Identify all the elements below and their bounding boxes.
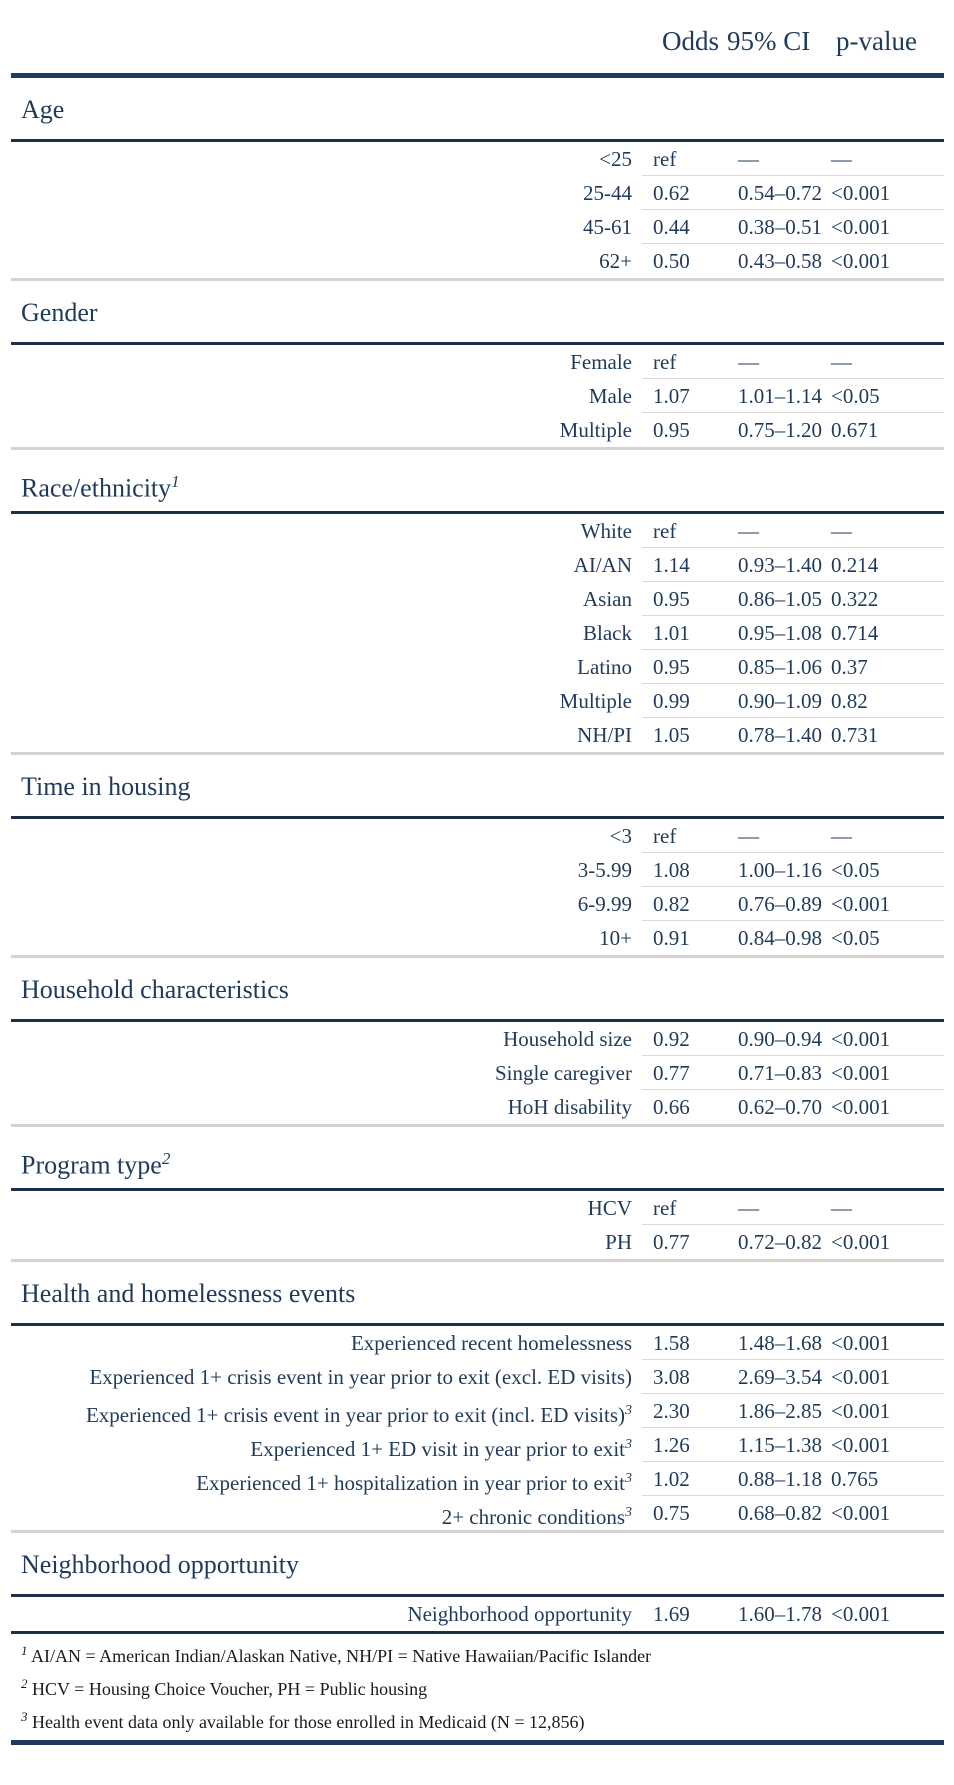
table-row (11, 887, 944, 921)
footnote-marker: 3 (625, 1437, 632, 1452)
row-label-text: <25 (599, 147, 632, 171)
ci-cell: 1.00–1.16 (722, 853, 827, 887)
odds-cell: 0.95 (642, 582, 722, 616)
ci-cell: — (722, 1191, 827, 1225)
row-label (11, 1191, 642, 1225)
pvalue-cell: — (827, 345, 944, 379)
ci-cell: 0.88–1.18 (722, 1462, 827, 1496)
ci-cell: — (722, 345, 827, 379)
ci-cell: — (722, 142, 827, 176)
table-row (11, 1225, 944, 1259)
ci-cell: 0.62–0.70 (738, 1095, 822, 1119)
row-label-text: Multiple (559, 689, 632, 713)
ci-cell: 0.85–1.06 (722, 650, 827, 684)
row-label (11, 1597, 642, 1631)
row-label (11, 616, 642, 650)
row-label (11, 1090, 642, 1124)
ci-cell: 0.76–0.89 (722, 887, 827, 921)
section-rows (11, 1326, 944, 1533)
row-label-text: Single caregiver (494, 1061, 632, 1085)
odds-cell: ref (642, 345, 722, 379)
row-label (11, 1056, 642, 1090)
row-label-text: HoH disability (507, 1095, 632, 1119)
pvalue-cell: 0.765 (827, 1462, 944, 1496)
ci-cell: 2.69–3.54 (722, 1360, 827, 1394)
table-row (11, 379, 944, 413)
section-rows (11, 1191, 944, 1262)
ci-cell: 0.72–0.82 (738, 1230, 822, 1254)
section-title (11, 958, 944, 1022)
footnote-line (21, 1637, 944, 1670)
odds-cell: 1.07 (642, 379, 722, 413)
row-label-text: PH (605, 1230, 632, 1254)
odds-cell: ref (642, 514, 722, 548)
row-label-text: Multiple (559, 418, 632, 442)
row-label-text: Black (583, 621, 632, 645)
section-title-text: Program type (21, 1150, 162, 1180)
section-title-text: Gender (21, 298, 98, 327)
row-label (11, 921, 642, 955)
table-row (11, 514, 944, 548)
odds-cell: 0.77 (653, 1230, 690, 1254)
table-row (11, 210, 944, 244)
footnote-text: Health event data only available for those enrolled in Medicaid (N = 12,856) (32, 1712, 585, 1732)
odds-cell: 1.05 (653, 723, 690, 747)
ci-cell: 0.95–1.08 (722, 616, 827, 650)
ci-cell: 0.38–0.51 (722, 210, 827, 244)
row-label-text: Experienced 1+ crisis event in year prior to exit (excl. ED visits) (89, 1365, 632, 1389)
table-section (11, 755, 944, 958)
table-section (11, 1127, 944, 1262)
footnote-marker: 1 (171, 472, 180, 491)
row-label (11, 1225, 642, 1259)
row-label (11, 684, 642, 718)
section-title-text: Neighborhood opportunity (21, 1550, 300, 1579)
row-label (11, 1394, 642, 1428)
table-row (11, 1394, 944, 1428)
pvalue-cell: <0.001 (827, 1056, 944, 1090)
row-label (11, 413, 642, 447)
ci-cell: 0.90–0.94 (722, 1022, 827, 1056)
pvalue-cell: 0.214 (827, 548, 944, 582)
ci-cell: 0.84–0.98 (738, 926, 822, 950)
odds-column-header: Odds (662, 26, 720, 56)
section-title-text: Time in housing (21, 772, 191, 801)
row-label-text: <3 (609, 824, 632, 848)
pvalue-cell: <0.001 (831, 1602, 891, 1626)
row-label (11, 887, 642, 921)
row-label (11, 548, 642, 582)
table-section (11, 1533, 944, 1631)
table-row (11, 1360, 944, 1394)
odds-cell: 1.69 (653, 1602, 690, 1626)
odds-cell: 0.77 (642, 1056, 722, 1090)
section-title-text: Race/ethnicity (21, 473, 172, 503)
pvalue-cell: — (827, 142, 944, 176)
row-label-text: Female (570, 350, 632, 374)
footnote-line (21, 1703, 944, 1736)
row-label-text: Experienced recent homelessness (350, 1331, 632, 1355)
table-row (11, 1056, 944, 1090)
row-label (11, 142, 642, 176)
section-rows (11, 819, 944, 958)
odds-cell: 0.75 (653, 1501, 690, 1525)
row-label-text: Latino (577, 655, 632, 679)
row-label-text: 2+ chronic conditions (441, 1505, 625, 1529)
ci-cell: 1.60–1.78 (738, 1602, 822, 1626)
regression-table (11, 0, 944, 1745)
odds-cell: 0.44 (642, 210, 722, 244)
table-section (11, 1262, 944, 1533)
row-label (11, 1428, 642, 1462)
odds-cell: ref (642, 142, 722, 176)
row-label-text: Experienced 1+ crisis event in year prior to exit (incl. ED visits) (85, 1403, 625, 1427)
pvalue-cell: <0.001 (827, 887, 944, 921)
pvalue-cell: <0.001 (831, 249, 891, 273)
row-label-text: 62+ (599, 249, 632, 273)
odds-cell: 0.66 (653, 1095, 690, 1119)
ci-cell: 1.86–2.85 (722, 1394, 827, 1428)
table-row (11, 345, 944, 379)
row-label (11, 819, 642, 853)
row-label-text: Neighborhood opportunity (407, 1602, 632, 1626)
footnote-text: HCV = Housing Choice Voucher, PH = Public housing (32, 1679, 428, 1699)
odds-cell: 0.91 (653, 926, 690, 950)
footnote-marker: 3 (21, 1709, 28, 1724)
odds-cell: 0.99 (642, 684, 722, 718)
row-label (11, 1360, 642, 1394)
section-title (11, 755, 944, 819)
row-label-text: HCV (587, 1196, 632, 1220)
odds-cell: 0.95 (653, 418, 690, 442)
odds-cell: ref (642, 1191, 722, 1225)
section-title-text: Age (21, 95, 65, 124)
row-label (11, 1462, 642, 1496)
odds-cell: 1.58 (642, 1326, 722, 1360)
row-label-text: AI/AN (573, 553, 632, 577)
row-label (11, 345, 642, 379)
ci-cell: 0.90–1.09 (722, 684, 827, 718)
row-label (11, 244, 642, 278)
row-label (11, 1326, 642, 1360)
footnote-line (21, 1670, 944, 1703)
section-title (11, 450, 944, 514)
ci-cell: 0.71–0.83 (722, 1056, 827, 1090)
table-row (11, 1326, 944, 1360)
pvalue-cell: <0.001 (827, 210, 944, 244)
section-title-text: Health and homelessness events (21, 1279, 356, 1308)
table-row (11, 1428, 944, 1462)
table-row (11, 684, 944, 718)
table-row (11, 853, 944, 887)
pvalue-cell: <0.05 (827, 379, 944, 413)
table-section (11, 78, 944, 281)
pvalue-cell: <0.001 (827, 1428, 944, 1462)
pvalue-cell: <0.001 (831, 1501, 891, 1525)
table-row (11, 413, 944, 447)
table-row (11, 1462, 944, 1496)
column-header-row (11, 0, 944, 78)
table-row (11, 142, 944, 176)
row-label-text: White (580, 519, 632, 543)
pvalue-cell: <0.001 (827, 1326, 944, 1360)
footnote-marker: 2 (161, 1149, 171, 1168)
pvalue-cell: <0.05 (827, 853, 944, 887)
section-rows (11, 1022, 944, 1127)
ci-cell: 0.68–0.82 (738, 1501, 822, 1525)
pvalue-cell: <0.001 (827, 176, 944, 210)
section-title (11, 78, 944, 142)
table-row (11, 1191, 944, 1225)
footnote-marker: 1 (21, 1643, 28, 1658)
odds-cell: 2.30 (642, 1394, 722, 1428)
odds-cell: 0.62 (642, 176, 722, 210)
table-section (11, 450, 944, 755)
table-row (11, 176, 944, 210)
row-label (11, 718, 642, 752)
table-section (11, 281, 944, 450)
odds-cell: 0.50 (653, 249, 690, 273)
odds-cell: 0.92 (642, 1022, 722, 1056)
pvalue-cell: — (827, 1191, 944, 1225)
section-rows (11, 1597, 944, 1631)
ci-column-header: 95% CI (727, 26, 811, 56)
table-section (11, 958, 944, 1127)
odds-cell: 1.02 (642, 1462, 722, 1496)
odds-cell: 1.14 (642, 548, 722, 582)
table-row (11, 1022, 944, 1056)
ci-cell: 0.78–1.40 (738, 723, 822, 747)
row-label (11, 582, 642, 616)
table-row (11, 819, 944, 853)
pvalue-cell: <0.001 (831, 1230, 891, 1254)
row-label (11, 1022, 642, 1056)
odds-cell: 1.08 (642, 853, 722, 887)
row-label-text: 3-5.99 (577, 858, 632, 882)
row-label (11, 853, 642, 887)
section-title (11, 1533, 944, 1597)
row-label-text: NH/PI (577, 723, 632, 747)
pvalue-cell: <0.001 (827, 1022, 944, 1056)
section-title (11, 281, 944, 345)
section-rows (11, 142, 944, 281)
pvalue-cell: 0.37 (827, 650, 944, 684)
row-label (11, 379, 642, 413)
ci-cell: 0.54–0.72 (722, 176, 827, 210)
row-label-text: Experienced 1+ ED visit in year prior to exit (250, 1437, 625, 1461)
table-row (11, 1090, 944, 1124)
odds-cell: 3.08 (642, 1360, 722, 1394)
pvalue-cell: <0.001 (831, 1095, 891, 1119)
section-rows (11, 514, 944, 755)
row-label-text: 10+ (599, 926, 632, 950)
odds-cell: 1.01 (642, 616, 722, 650)
row-label (11, 514, 642, 548)
section-rows (11, 345, 944, 450)
pvalue-cell: 0.731 (831, 723, 879, 747)
ci-cell: 0.75–1.20 (738, 418, 822, 442)
footnote-marker: 3 (625, 1403, 632, 1418)
section-title-text: Household characteristics (21, 975, 289, 1004)
ci-cell: — (722, 819, 827, 853)
table-row (11, 616, 944, 650)
row-label-text: 6-9.99 (577, 892, 632, 916)
footnotes (11, 1631, 944, 1745)
footnote-marker: 3 (625, 1505, 632, 1520)
table-row (11, 582, 944, 616)
footnote-marker: 3 (625, 1471, 632, 1486)
row-label-text: Male (588, 384, 632, 408)
pvalue-cell: — (827, 819, 944, 853)
footnote-text: AI/AN = American Indian/Alaskan Native, NH/PI = Native Hawaiian/Pacific Islander (31, 1646, 652, 1666)
ci-cell: — (722, 514, 827, 548)
pvalue-cell: 0.714 (827, 616, 944, 650)
section-title (11, 1127, 944, 1191)
row-label (11, 1496, 642, 1530)
pvalue-cell: <0.001 (827, 1394, 944, 1428)
odds-cell: 1.26 (642, 1428, 722, 1462)
row-label (11, 650, 642, 684)
pvalue-cell: <0.05 (831, 926, 880, 950)
table-body (11, 78, 944, 1631)
ci-cell: 0.86–1.05 (722, 582, 827, 616)
table-row (11, 718, 944, 752)
pvalue-cell: — (827, 514, 944, 548)
row-label-text: Asian (583, 587, 632, 611)
row-label-text: 25-44 (583, 181, 632, 205)
ci-cell: 1.15–1.38 (722, 1428, 827, 1462)
odds-cell: ref (642, 819, 722, 853)
row-label (11, 210, 642, 244)
footnote-marker: 2 (21, 1676, 28, 1691)
pvalue-column-header: p-value (836, 26, 917, 56)
row-label-text: Household size (503, 1027, 632, 1051)
ci-cell: 1.01–1.14 (722, 379, 827, 413)
table-row (11, 548, 944, 582)
table-row (11, 1496, 944, 1530)
odds-cell: 0.95 (642, 650, 722, 684)
row-label-text: Experienced 1+ hospitalization in year prior to exit (196, 1471, 625, 1495)
table-row (11, 650, 944, 684)
row-label-text: 45-61 (583, 215, 632, 239)
ci-cell: 0.43–0.58 (738, 249, 822, 273)
odds-cell: 0.82 (642, 887, 722, 921)
pvalue-cell: 0.322 (827, 582, 944, 616)
ci-cell: 0.93–1.40 (722, 548, 827, 582)
table-row (11, 1597, 944, 1631)
row-label (11, 176, 642, 210)
pvalue-cell: 0.82 (827, 684, 944, 718)
section-title (11, 1262, 944, 1326)
table-row (11, 921, 944, 955)
ci-cell: 1.48–1.68 (722, 1326, 827, 1360)
pvalue-cell: 0.671 (831, 418, 879, 442)
table-row (11, 244, 944, 278)
pvalue-cell: <0.001 (827, 1360, 944, 1394)
